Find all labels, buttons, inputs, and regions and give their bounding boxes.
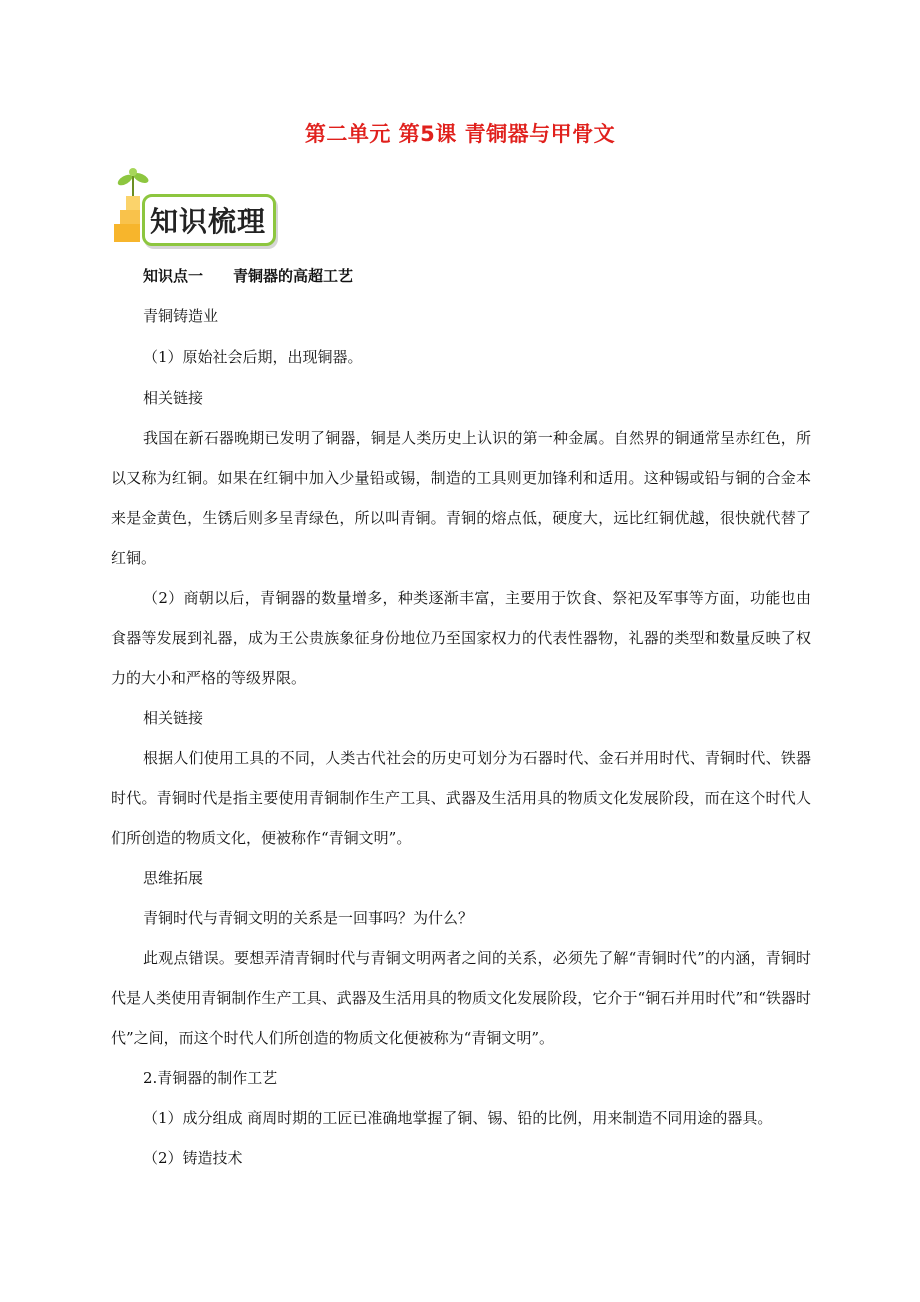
page-title: 第二单元 第5课 青铜器与甲骨文 [304, 122, 616, 146]
list-item-2-2: （2）铸造技术 [143, 1149, 243, 1167]
question-text: 青铜时代与青铜文明的关系是一回事吗？为什么？ [143, 909, 474, 927]
related-link-heading: 相关链接 [143, 389, 204, 407]
list-item-2-1: （1）成分组成 商周时期的工匠已准确地掌握了铜、锡、铅的比例，用来制造不同用途的器具。 [143, 1109, 773, 1127]
subheading-casting-industry: 青铜铸造业 [143, 307, 219, 325]
paragraph-eras: 根据人们使用工具的不同，人类古代社会的历史可划分为石器时代、金石并用时代、青铜时代、铁器时代。青铜时代是指主要使用青铜制作生产工具、武器及生活用具的物质文化发展阶段，而在这个时代人们所创造的物质文化，便被称作“青铜文明”。 [111, 749, 811, 847]
thinking-heading: 思维拓展 [143, 869, 204, 887]
list-item-1: （1）原始社会后期，出现铜器。 [143, 348, 363, 366]
knowledge-summary-logo [110, 168, 272, 244]
paragraph-answer: 此观点错误。要想弄清青铜时代与青铜文明两者之间的关系，必须先了解“青铜时代”的内涵，青铜时代是人类使用青铜制作生产工具、武器及生活用具的物质文化发展阶段，它介于“铜石并用时代”和“铁器时代”之间，而这个时代人们所创造的物质文化便被称为“青铜文明”。 [111, 949, 811, 1047]
paragraph-shang-bronze: （2）商朝以后，青铜器的数量增多，种类逐渐丰富，主要用于饮食、祭祀及军事等方面，功能也由食器等发展到礼器，成为王公贵族象征身份地位乃至国家权力的代表性器物，礼器的类型和数量反映了权力的大小和严格的等级界限。 [111, 589, 811, 687]
related-link-heading: 相关链接 [143, 709, 204, 727]
section-title: 青铜器的高超工艺 [233, 267, 354, 285]
list-item-2: 2.青铜器的制作工艺 [143, 1069, 278, 1087]
section-label: 知识点一 [143, 267, 204, 285]
logo-label: 知识梳理 [150, 205, 267, 238]
section-heading [143, 256, 813, 296]
paragraph-copper: 我国在新石器晚期已发明了铜器，铜是人类历史上认识的第一种金属。自然界的铜通常呈赤红色，所以又称为红铜。如果在红铜中加入少量铅或锡，制造的工具则更加锋利和适用。这种锡或铅与铜的合金本来是金黄色，生锈后则多呈青绿色，所以叫青铜。青铜的熔点低，硬度大，远比红铜优越，很快就代替了红铜。 [111, 429, 811, 567]
